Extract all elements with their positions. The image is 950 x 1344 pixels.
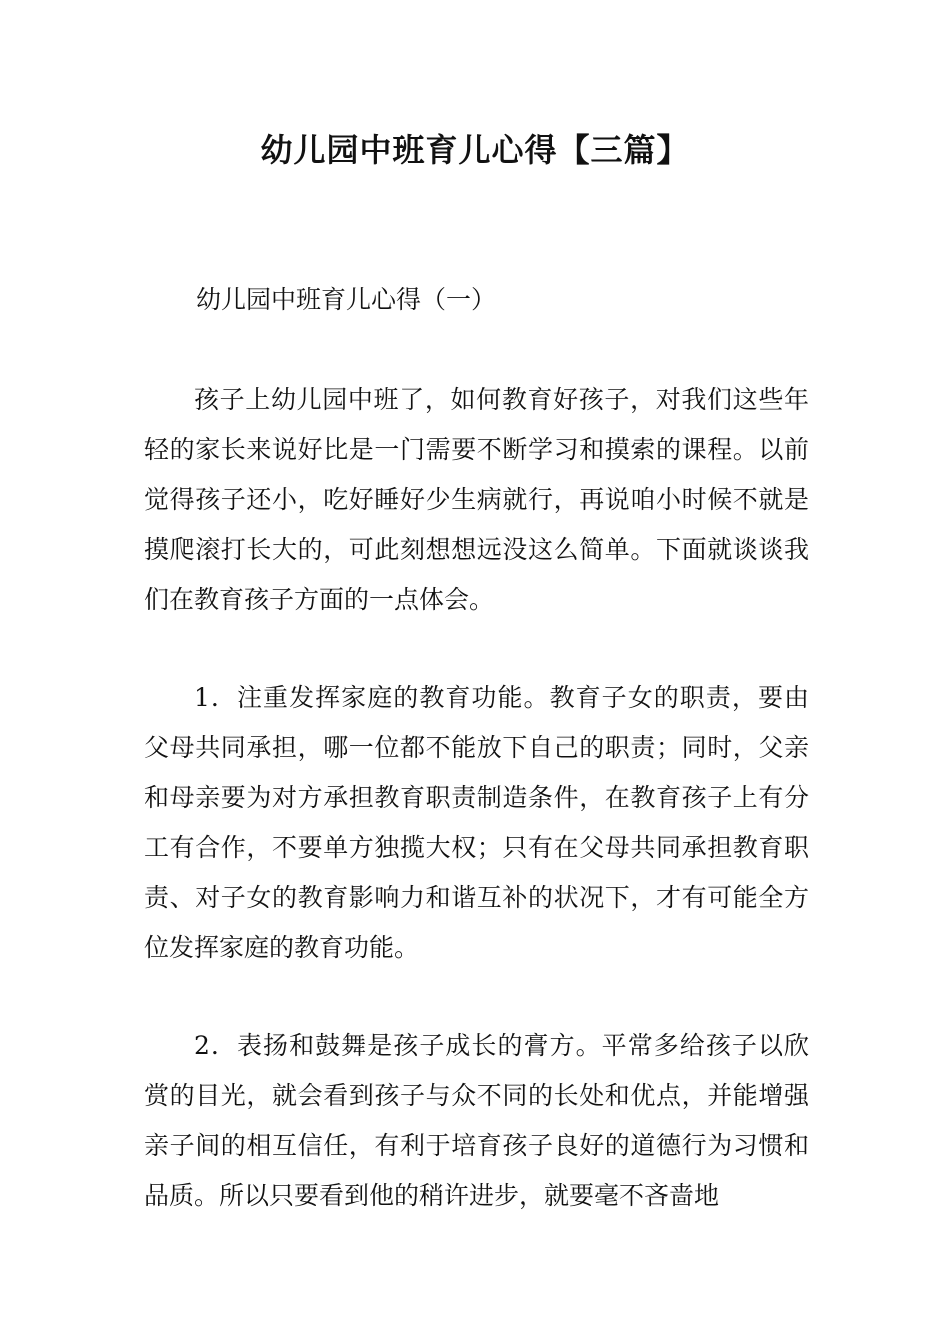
paragraph-point-1: 1．注重发挥家庭的教育功能。教育子女的职责，要由父母共同承担，哪一位都不能放下自己的职责；同时，父亲和母亲要为对方承担教育职责制造条件，在教育孩子上有分工有合作，不要单方独揽大权；只有在父母共同承担教育职责、对子女的教育影响力和谐互补的状况下，才有可能全方位发挥家庭的教育功能。 [144,683,809,962]
paragraph-point-2: 2．表扬和鼓舞是孩子成长的膏方。平常多给孩子以欣赏的目光，就会看到孩子与众不同的长处和优点，并能增强亲子间的相互信任，有利于培育孩子良好的道德行为习惯和品质。所以只要看到他的稍许进步，就要毫不吝啬地 [144,1031,809,1210]
paragraph-intro: 孩子上幼儿园中班了，如何教育好孩子，对我们这些年轻的家长来说好比是一门需要不断学习和摸索的课程。以前觉得孩子还小，吃好睡好少生病就行，再说咱小时候不就是摸爬滚打长大的，可此刻想想远没这么简单。下面就谈谈我们在教育孩子方面的一点体会。 [144,385,809,614]
section-heading: 幼儿园中班育儿心得（一） [196,285,497,314]
document-title: 幼儿园中班育儿心得【三篇】 [260,131,690,169]
